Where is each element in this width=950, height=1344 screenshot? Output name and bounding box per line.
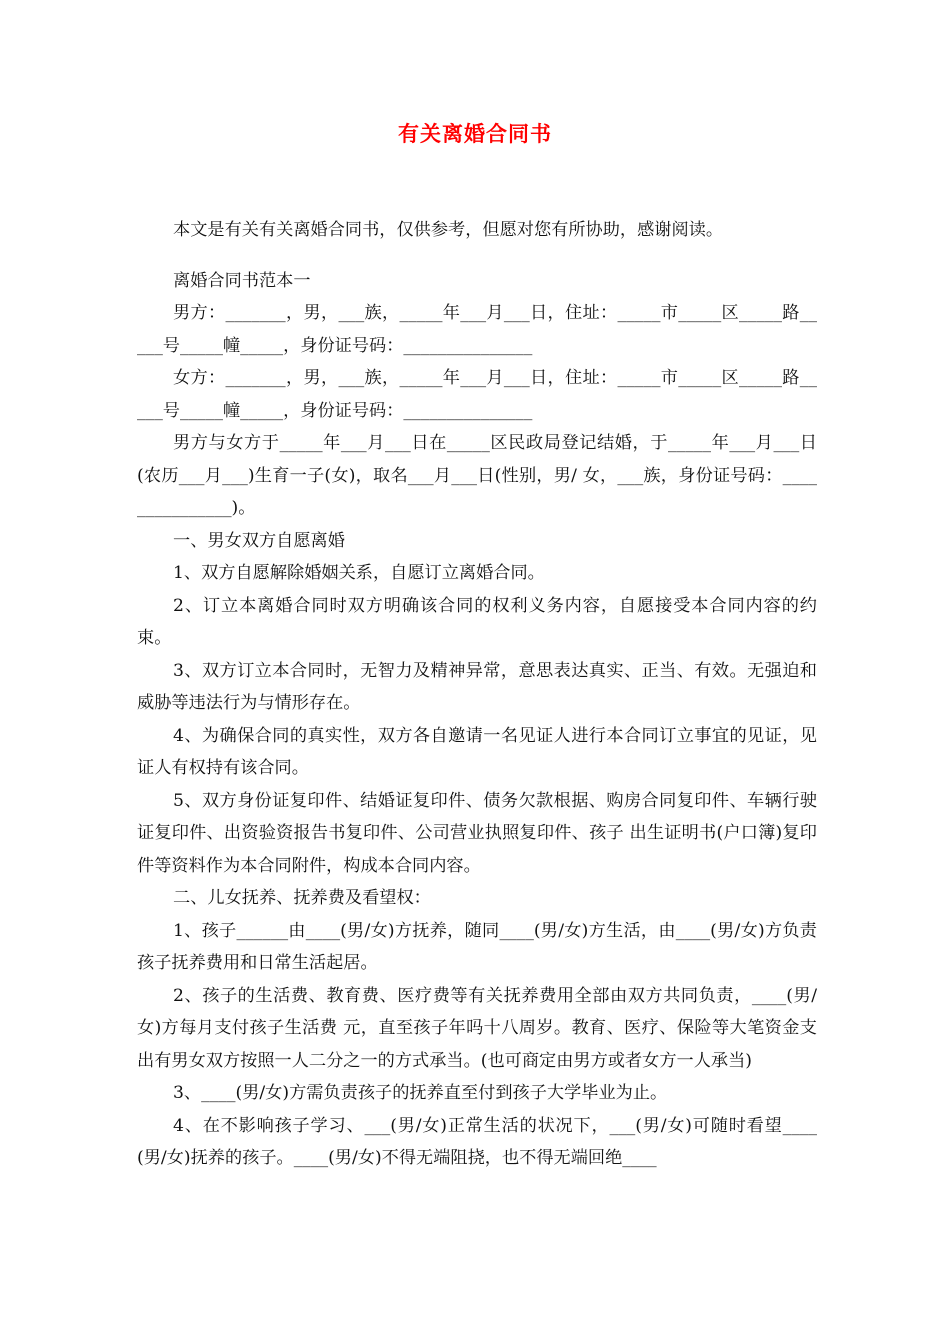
clause-paragraph: 4、在不影响孩子学习、___(男/女)正常生活的状况下，___(男/女)可随时看望____(男/女)抚养的孩子。____(男/女)不得无端阻挠，也不得无端回绝____ — [137, 1115, 817, 1168]
document-title: 有关离婚合同书 — [398, 122, 552, 146]
husband-info-paragraph: 男方：_______，男，___族，_____年___月___日，住址：_____市_____区_____路_____号_____幢_____，身份证号码：_______________ — [137, 303, 817, 356]
clause-paragraph: 3、____(男/女)方需负责孩子的抚养直至付到孩子大学毕业为止。 — [173, 1083, 668, 1103]
clause-paragraph: 3、双方订立本合同时，无智力及精神异常，意思表达真实、正当、有效。无强迫和威胁等违法行为与情形存在。 — [137, 660, 817, 713]
sample-heading: 离婚合同书范本一 — [173, 270, 311, 291]
clause-paragraph: 2、订立本离婚合同时双方明确该合同的权利义务内容，自愿接受本合同内容的约束。 — [137, 595, 817, 648]
clause-paragraph: 1、双方自愿解除婚姻关系，自愿订立离婚合同。 — [173, 563, 545, 583]
section-heading-divorce: 一、男女双方自愿离婚 — [173, 530, 345, 551]
clause-paragraph: 1、孩子______由____(男/女)方抚养，随同____(男/女)方生活，由____(男/女)方负责孩子抚养费用和日常生活起居。 — [137, 920, 817, 973]
clause-paragraph: 4、为确保合同的真实性，双方各自邀请一名见证人进行本合同订立事宜的见证，见证人有权持有该合同。 — [137, 725, 817, 778]
wife-info-paragraph: 女方：_______，男，___族，_____年___月___日，住址：_____市_____区_____路_____号_____幢_____，身份证号码：_______________ — [137, 368, 817, 421]
section-heading-children: 二、儿女抚养、抚养费及看望权： — [173, 888, 431, 908]
clause-paragraph: 5、双方身份证复印件、结婚证复印件、债务欠款根据、购房合同复印件、车辆行驶证复印件、出资验资报告书复印件、公司营业执照复印件、孩子 出生证明书(户口簿)复印件等资料作为本合同附件，构成本合同内容。 — [137, 790, 817, 876]
intro-paragraph: 本文是有关有关离婚合同书，仅供参考，但愿对您有所协助，感谢阅读。 — [173, 220, 724, 240]
marriage-info-paragraph: 男方与女方于_____年___月___日在_____区民政局登记结婚，于_____年___月___日(农历___月___)生育一子(女)，取名___月___日(性别，男/ 女，___族，身份证号码：_______________)。 — [137, 433, 817, 518]
clause-paragraph: 2、孩子的生活费、教育费、医疗费等有关抚养费用全部由双方共同负责，____(男/女)方每月支付孩子生活费 元，直至孩子年吗十八周岁。教育、医疗、保险等大笔资金支出有男女双方按照一人二分之一的方式承当。(也可商定由男方或者女方一人承当) — [137, 985, 817, 1071]
document-body — [137, 214, 817, 1175]
